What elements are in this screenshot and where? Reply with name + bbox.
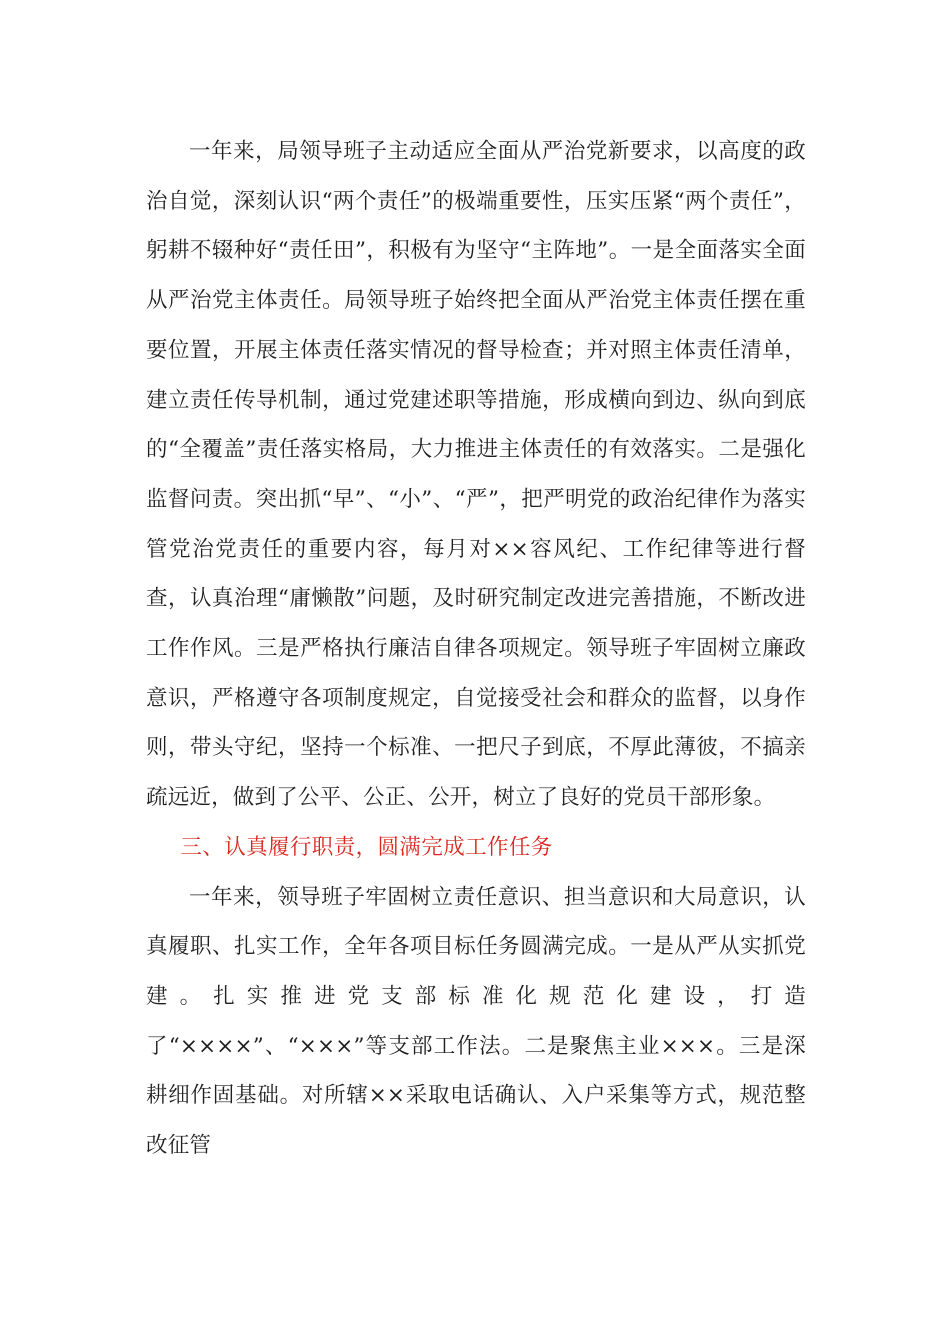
paragraph-party-responsibility: 一年来，局领导班子主动适应全面从严治党新要求，以高度的政治自觉，深刻认识“两个责任”的极端重要性，压实压紧“两个责任”，躬耕不辍种好“责任田”，积极有为坚守“主阵地”。一是全面落实全面从严治党主体责任。局领导班子始终把全面从严治党主体责任摆在重要位置，开展主体责任落实情况的督导检查；并对照主体责任清单，建立责任传导机制，通过党建述职等措施，形成横向到边、纵向到底的“全覆盖”责任落实格局，大力推进主体责任的有效落实。二是强化监督问责。突出抓“早”、“小”、“严”，把严明党的政治纪律作为落实管党治党责任的重要内容，每月对××容风纪、工作纪律等进行督查，认真治理“庸懒散”问题，及时研究制定改进完善措施，不断改进工作作风。三是严格执行廉洁自律各项规定。领导班子牢固树立廉政意识，严格遵守各项制度规定，自觉接受社会和群众的监督，以身作则，带头守纪，坚持一个标准、一把尺子到底，不厚此薄彼，不搞亲疏远近，做到了公平、公正、公开，树立了良好的党员干部形象。 xyxy=(146,139,806,811)
section-heading-three: 三、认真履行职责，圆满完成工作任务 xyxy=(180,834,553,860)
document-body xyxy=(146,127,806,1171)
paragraph-duty-fulfillment: 一年来，领导班子牢固树立责任意识、担当意识和大局意识，认真履职、扎实工作，全年各项目标任务圆满完成。一是从严从实抓党建。扎实推进党支部标准化规范化建设，打造了“××××”、“×××”等支部工作法。二是聚焦主业×××。三是深耕细作固基础。对所辖××采取电话确认、入户采集等方式，规范整改征管 xyxy=(146,884,806,1159)
